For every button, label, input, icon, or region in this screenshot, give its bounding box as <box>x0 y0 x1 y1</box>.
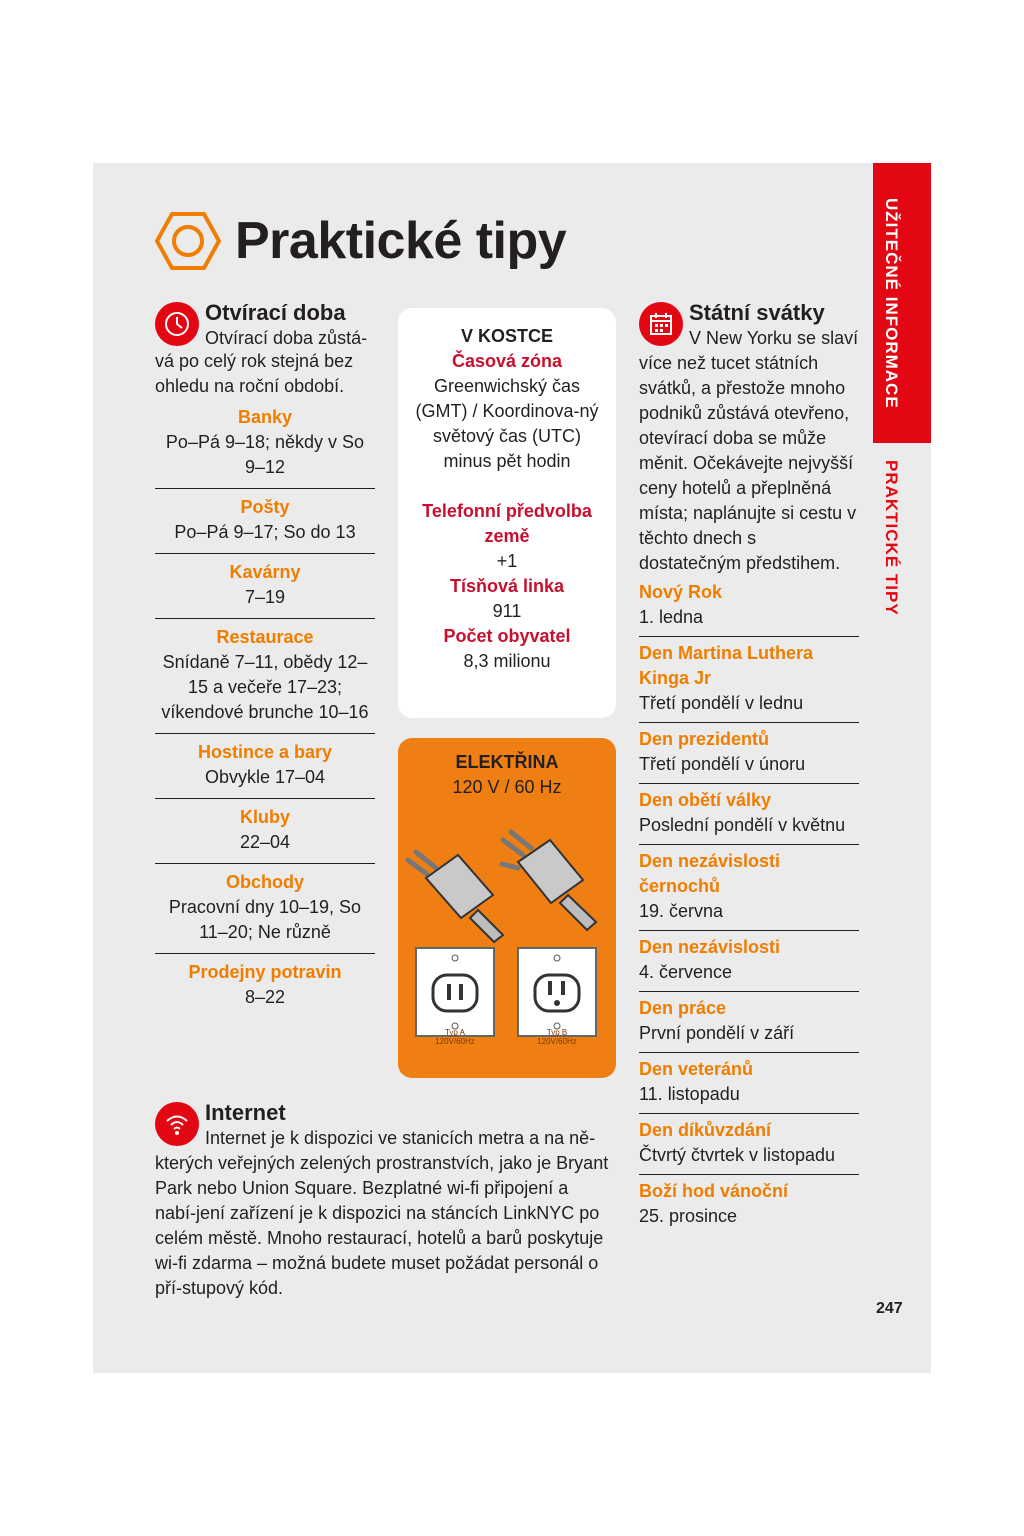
holiday-item <box>639 1053 859 1114</box>
plug-type-a-icon <box>408 852 503 942</box>
side-tab-upper-label: UŽITEČNÉ INFORMACE <box>882 198 901 409</box>
holiday-item-label: Den obětí války <box>639 790 772 810</box>
holiday-item <box>639 1114 859 1175</box>
opening-hours-item <box>155 864 375 954</box>
opening-hours-item-value: Snídaně 7–11, obědy 12–15 a večeře 17–23; víkendové brunche 10–16 <box>161 652 369 722</box>
hexagon-icon <box>155 211 221 271</box>
opening-hours-item-label: Prodejny potravin <box>188 962 342 982</box>
holiday-item-value: 1. ledna <box>639 607 704 627</box>
opening-hours-intro-first: Otvírací doba zůstá- <box>205 328 368 348</box>
holiday-item <box>639 784 859 845</box>
phone-code-label: Telefonní předvolba země <box>422 501 592 546</box>
electricity-value: 120 V / 60 Hz <box>452 777 562 797</box>
holiday-item-value: Třetí pondělí v únoru <box>639 754 806 774</box>
socket-type-a-icon <box>416 948 494 1036</box>
holiday-item-value: 11. listopadu <box>639 1084 740 1104</box>
calendar-icon <box>639 302 683 346</box>
opening-hours-item-value: 7–19 <box>244 587 286 607</box>
holidays-title: Státní svátky <box>689 300 825 325</box>
internet-text: kterých veřejných zelených prostranstvích, jako je Bryant Park nebo Union Square. Bezplatné wi-fi připojení a nabí-jení zařízení je k dispozici na stáncích LinkNYC po celém městě. Mnoho restaurací, hotelů a barů poskytuje wi-fi zdarma – možná budete muset požádat personál o pří-stupový kód. <box>155 1153 609 1298</box>
opening-hours-item <box>155 954 375 1018</box>
emergency-label: Tísňová linka <box>449 576 565 596</box>
holidays-intro: více než tucet státních svátků, a přestože mnoho podniků zůstává otevřeno, otevírací doba se může měnit. Očekávejte nejvyšší ceny hotelů a přeplněná místa; naplánujte si cestu v těchto dnech s dostatečným předstihem. <box>639 353 857 573</box>
page-title-block <box>155 210 566 272</box>
holiday-item-label: Den nezávislosti černochů <box>639 851 781 896</box>
holiday-item-label: Den nezávislosti <box>639 937 781 957</box>
at-a-glance-box <box>398 308 616 718</box>
holiday-item-label: Boží hod vánoční <box>639 1181 789 1201</box>
page-number: 247 <box>876 1300 903 1317</box>
holiday-item-value: Třetí pondělí v lednu <box>639 693 804 713</box>
holiday-item <box>639 845 859 931</box>
plugs-and-sockets-illustration <box>398 800 616 1040</box>
holiday-item <box>639 1175 859 1235</box>
holiday-item-value: 19. června <box>639 901 724 921</box>
holiday-item-label: Nový Rok <box>639 582 723 602</box>
opening-hours-item <box>155 734 375 799</box>
holiday-item-label: Den díkůvzdání <box>639 1120 772 1140</box>
opening-hours-item-label: Kluby <box>239 807 290 827</box>
holidays-section <box>639 300 859 1235</box>
wifi-icon <box>155 1102 199 1146</box>
timezone-label: Časová zóna <box>451 351 563 371</box>
holidays-list <box>639 576 859 1235</box>
opening-hours-intro: vá po celý rok stejná bez ohledu na roční období. <box>155 351 354 396</box>
holiday-item-label: Den Martina Luthera Kinga Jr <box>639 643 814 688</box>
socket-b-caption: Typ B 120V/60Hz <box>537 1028 577 1046</box>
opening-hours-item <box>155 554 375 619</box>
holiday-item-label: Den práce <box>639 998 727 1018</box>
opening-hours-item-label: Banky <box>237 407 293 427</box>
holiday-item-value: 25. prosince <box>639 1206 738 1226</box>
holiday-item <box>639 576 859 637</box>
holiday-item-value: První pondělí v září <box>639 1023 795 1043</box>
emergency-value: 911 <box>492 601 522 621</box>
opening-hours-item <box>155 489 375 554</box>
holidays-intro-first: V New Yorku se slaví <box>689 328 859 348</box>
opening-hours-list <box>155 399 375 1018</box>
plug-type-b-icon <box>502 832 596 930</box>
holiday-item-value: Čtvrtý čtvrtek v listopadu <box>639 1145 836 1165</box>
holiday-item <box>639 992 859 1053</box>
internet-text-first: Internet je k dispozici ve stanicích metra a na ně- <box>205 1128 596 1148</box>
holiday-item <box>639 931 859 992</box>
opening-hours-section <box>155 300 375 1018</box>
holiday-item <box>639 723 859 784</box>
opening-hours-item-value: Pracovní dny 10–19, So 11–20; Ne různě <box>168 897 362 942</box>
opening-hours-item <box>155 399 375 489</box>
opening-hours-title: Otvírací doba <box>205 300 346 325</box>
clock-icon <box>155 302 199 346</box>
opening-hours-item-value: Obvykle 17–04 <box>204 767 326 787</box>
socket-type-b-icon <box>518 948 596 1036</box>
at-a-glance-heading: V KOSTCE <box>460 326 553 346</box>
opening-hours-item-value: Po–Pá 9–17; So do 13 <box>174 522 356 542</box>
opening-hours-item-label: Restaurace <box>216 627 314 647</box>
internet-section <box>155 1100 610 1301</box>
opening-hours-item-value: 22–04 <box>239 832 291 852</box>
socket-a-caption: Typ A 120V/60Hz <box>435 1028 475 1046</box>
opening-hours-item-value: 8–22 <box>244 987 286 1007</box>
opening-hours-item-value: Po–Pá 9–18; někdy v So 9–12 <box>165 432 365 477</box>
opening-hours-item <box>155 799 375 864</box>
population-value: 8,3 milionu <box>463 651 551 671</box>
timezone-value: Greenwichský čas (GMT) / Koordinova-ný světový čas (UTC) minus pět hodin <box>415 376 599 471</box>
internet-title: Internet <box>205 1100 286 1125</box>
opening-hours-item-label: Obchody <box>225 872 304 892</box>
opening-hours-item-label: Pošty <box>240 497 290 517</box>
holiday-item-label: Den veteránů <box>639 1059 754 1079</box>
population-label: Počet obyvatel <box>443 626 571 646</box>
electricity-box <box>398 738 616 1078</box>
electricity-heading: ELEKTŘINA <box>455 752 559 772</box>
holiday-item <box>639 637 859 723</box>
holiday-item-value: 4. července <box>639 962 733 982</box>
phone-code-value: +1 <box>496 551 518 571</box>
page-title: Praktické tipy <box>235 212 567 270</box>
holiday-item-value: Poslední pondělí v květnu <box>639 815 846 835</box>
opening-hours-item <box>155 619 375 734</box>
holiday-item-label: Den prezidentů <box>639 729 770 749</box>
opening-hours-item-label: Kavárny <box>229 562 301 582</box>
side-tab-lower-label: PRAKTICKÉ TIPY <box>882 460 901 616</box>
opening-hours-item-label: Hostince a bary <box>197 742 333 762</box>
